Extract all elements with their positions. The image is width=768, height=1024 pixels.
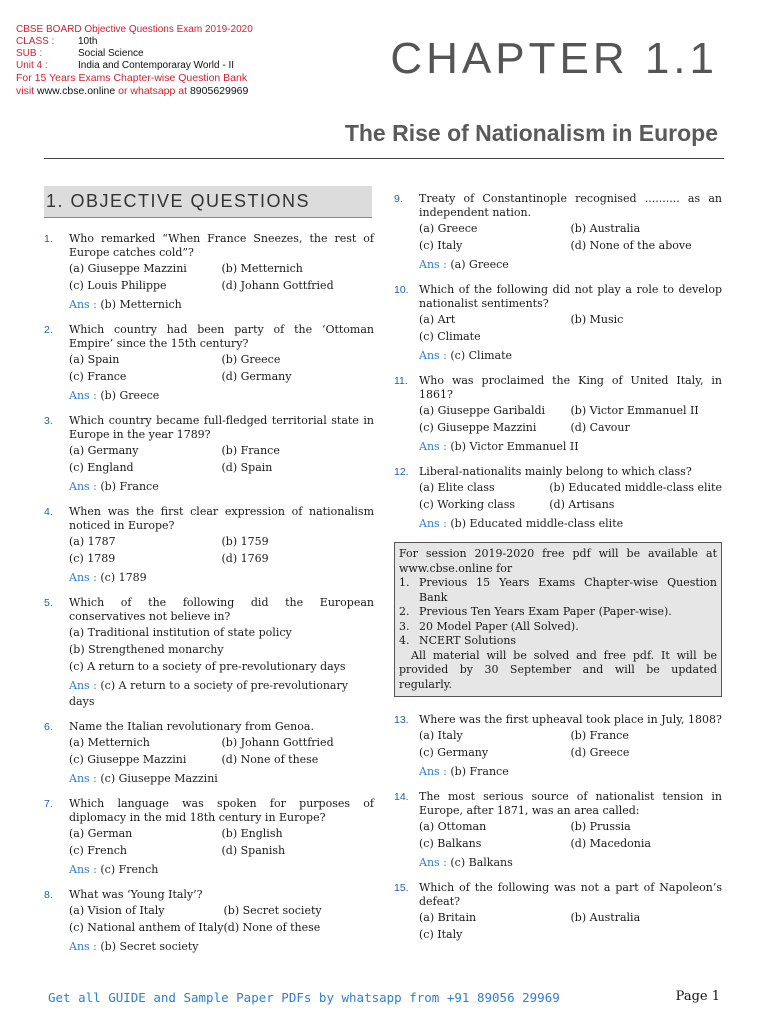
option-item: (b) France: [221, 444, 280, 457]
answer-label: Ans :: [69, 571, 97, 584]
answer-value: (c) Balkans: [450, 856, 513, 869]
option-item: (d) Germany: [221, 370, 292, 383]
info-item: [399, 634, 717, 649]
option-item: (c) Germany: [419, 746, 489, 759]
option-item: (c) England: [69, 461, 134, 474]
answer-value: (b) Secret society: [100, 940, 199, 953]
answer-line: [69, 862, 374, 878]
option-item: (c) French: [69, 844, 127, 857]
options-grid: [419, 402, 722, 436]
info-intro: For session 2019-2020 free pdf will be available at www.cbse.online for: [399, 547, 717, 575]
subject-value: Social Science: [78, 48, 144, 59]
answer-value: (b) Victor Emmanuel II: [450, 440, 579, 453]
option-item: (d) None of these: [223, 921, 321, 934]
option-item: (a) 1787: [69, 535, 116, 548]
option-item: (a) Art: [419, 313, 456, 326]
question-number: 5.: [44, 597, 53, 609]
answer-label: Ans :: [419, 258, 447, 271]
visit-or: or whatsapp at: [118, 85, 188, 97]
board-line: CBSE BOARD Objective Questions Exam 2019-2020: [16, 24, 253, 35]
answer-label: Ans :: [69, 389, 97, 402]
question-number: 7.: [44, 798, 53, 810]
answer-line: [69, 939, 374, 955]
question-text: Which language was spoken for purposes of diplomacy in the mid 18th century in Europe?: [69, 797, 374, 824]
unit-label: Unit 4 :: [16, 60, 48, 71]
answer-value: (a) Greece: [450, 258, 509, 271]
left-column: [44, 232, 374, 965]
question-number: 14.: [394, 791, 409, 803]
answer-label: Ans :: [69, 940, 97, 953]
info-box: [394, 542, 722, 697]
option-item: (b) Greece: [221, 353, 281, 366]
question-number: 13.: [394, 714, 409, 726]
question-number: 1.: [44, 233, 53, 245]
option-item: (a) Italy: [419, 729, 463, 742]
options-grid: [419, 479, 722, 513]
option-item: (b) Victor Emmanuel II: [570, 404, 699, 417]
answer-label: Ans :: [419, 517, 447, 530]
answer-value: (b) France: [100, 480, 159, 493]
answer-label: Ans :: [69, 679, 97, 692]
answer-line: [69, 297, 374, 313]
right-column: [394, 192, 722, 953]
chapter-heading: CHAPTER 1.1: [390, 34, 718, 83]
answer-label: Ans :: [419, 440, 447, 453]
question-text: When was the first clear expression of nationalism noticed in Europe?: [69, 505, 374, 532]
option-item: (a) Ottoman: [419, 820, 487, 833]
option-item: (d) None of these: [221, 753, 319, 766]
option-item: (d) None of the above: [570, 239, 692, 252]
visit-site-link[interactable]: www.cbse.online: [37, 85, 116, 97]
answer-label: Ans :: [69, 298, 97, 311]
answer-value: (b) Metternich: [100, 298, 182, 311]
option-item: (a) Spain: [69, 353, 120, 366]
question-item: [394, 790, 722, 871]
options-grid: [69, 825, 374, 859]
option-item: (d) Greece: [570, 746, 630, 759]
footer-promo[interactable]: Get all GUIDE and Sample Paper PDFs by whatsapp from +91 89056 29969: [48, 990, 560, 1005]
question-item: [394, 713, 722, 780]
section-heading: 1. OBJECTIVE QUESTIONS: [44, 186, 372, 218]
question-item: [44, 505, 374, 586]
option-item: (b) France: [570, 729, 629, 742]
option-item: (c) Giuseppe Mazzini: [419, 421, 537, 434]
question-item: [394, 283, 722, 364]
answer-value: (b) Educated middle-class elite: [450, 517, 624, 530]
option-item: (b) Strengthened monarchy: [69, 643, 224, 656]
option-item: (a) Vision of Italy: [69, 904, 165, 917]
answer-label: Ans :: [419, 856, 447, 869]
answer-line: [419, 516, 722, 532]
options-grid: [69, 351, 374, 385]
answer-value: (c) Climate: [450, 349, 513, 362]
option-item: (a) Elite class: [419, 481, 495, 494]
right-questions-a: [394, 192, 722, 532]
answer-line: [69, 570, 374, 586]
option-item: (b) Metternich: [221, 262, 303, 275]
options-grid: [69, 734, 374, 768]
options-grid: [419, 311, 722, 345]
class-label: CLASS :: [16, 36, 55, 47]
question-text: Treaty of Constantinople recognised .......... as an independent nation.: [419, 192, 722, 219]
options-grid: [419, 727, 722, 761]
info-item-text: 20 Model Paper (All Solved).: [419, 619, 579, 633]
promo-line: For 15 Years Exams Chapter-wise Question Bank: [16, 72, 248, 84]
question-text: Which country had been party of the ‘Ottoman Empire’ since the 15th century?: [69, 323, 374, 350]
option-item: (a) Britain: [419, 911, 477, 924]
answer-line: [69, 771, 374, 787]
answer-label: Ans :: [69, 772, 97, 785]
question-text: What was ‘Young Italy’?: [69, 888, 203, 901]
answer-label: Ans :: [419, 349, 447, 362]
options-grid: [419, 909, 722, 943]
answer-value: (b) France: [450, 765, 509, 778]
option-item: (c) A return to a society of pre-revolutionary days: [69, 660, 346, 673]
class-value: 10th: [78, 36, 98, 47]
question-item: [44, 797, 374, 878]
option-item: (b) Australia: [570, 911, 641, 924]
question-text: Which of the following was not a part of Napoleon’s defeat?: [419, 881, 722, 908]
answer-value: (c) 1789: [100, 571, 147, 584]
answer-label: Ans :: [419, 765, 447, 778]
option-item: (a) Giuseppe Mazzini: [69, 262, 187, 275]
info-outro: All material will be solved and free pdf. It will be provided by 30 September and will be updated regularly.: [399, 648, 717, 691]
info-item-text: Previous Ten Years Exam Paper (Paper-wise).: [419, 605, 672, 618]
answer-line: [419, 257, 722, 273]
option-item: (b) Johann Gottfried: [221, 736, 334, 749]
question-item: [44, 888, 374, 955]
question-item: [44, 323, 374, 404]
visit-line: [16, 85, 253, 98]
option-item: (d) Artisans: [549, 498, 615, 511]
options-grid: [69, 260, 374, 294]
answer-value: (b) Greece: [100, 389, 160, 402]
option-item: (d) Spain: [221, 461, 273, 474]
answer-line: [419, 348, 722, 364]
option-item: (d) Cavour: [570, 421, 630, 434]
info-item: [399, 620, 717, 635]
info-item-text: NCERT Solutions: [419, 634, 517, 647]
answer-label: Ans :: [69, 480, 97, 493]
question-number: 11.: [394, 375, 408, 387]
option-item: (a) Metternich: [69, 736, 150, 749]
options-grid: [69, 442, 374, 476]
option-item: (d) Spanish: [221, 844, 286, 857]
option-item: (b) Secret society: [223, 904, 322, 917]
option-item: (c) Italy: [419, 239, 463, 252]
info-item-number: 4.: [399, 634, 410, 647]
options-grid: [419, 818, 722, 852]
question-text: The most serious source of nationalist tension in Europe, after 1871, was an area called:: [419, 790, 722, 817]
question-number: 3.: [44, 415, 53, 427]
info-item: [399, 605, 717, 620]
option-item: (a) Giuseppe Garibaldi: [419, 404, 546, 417]
question-text: Who remarked “When France Sneezes, the rest of Europe catches cold”?: [69, 232, 374, 259]
answer-value: (c) French: [100, 863, 159, 876]
answer-value: (c) Giuseppe Mazzini: [100, 772, 218, 785]
option-item: (c) 1789: [69, 552, 116, 565]
title-divider: [44, 158, 724, 159]
info-item-text: Previous 15 Years Exams Chapter-wise Question Bank: [419, 576, 717, 604]
question-text: Which country became full-fledged territorial state in Europe in the year 1789?: [69, 414, 374, 441]
answer-line: [69, 479, 374, 495]
subject-label: SUB :: [16, 48, 43, 59]
question-number: 12.: [394, 466, 409, 478]
option-item: (a) German: [69, 827, 133, 840]
option-item: (c) Balkans: [419, 837, 482, 850]
option-item: (c) Working class: [419, 498, 516, 511]
question-number: 8.: [44, 889, 53, 901]
question-text: Who was proclaimed the King of United Italy, in 1861?: [419, 374, 722, 401]
question-number: 10.: [394, 284, 409, 296]
question-item: [394, 374, 722, 455]
page-number: Page 1: [675, 989, 720, 1004]
answer-line: [419, 855, 722, 871]
question-item: [44, 232, 374, 313]
question-number: 15.: [394, 882, 409, 894]
question-number: 4.: [44, 506, 53, 518]
option-item: (b) English: [221, 827, 283, 840]
class-row: [16, 36, 253, 48]
answer-line: [69, 388, 374, 404]
option-item: (a) Greece: [419, 222, 478, 235]
question-text: Liberal-nationalits mainly belong to which class?: [419, 465, 692, 478]
unit-value: India and Contemporaray World - II: [78, 60, 235, 71]
option-item: (c) National anthem of Italy: [69, 921, 224, 934]
option-item: (d) 1769: [221, 552, 269, 565]
info-item-number: 3.: [399, 619, 410, 633]
unit-row: [16, 60, 253, 72]
answer-line: [419, 764, 722, 780]
info-item-number: 1.: [399, 576, 410, 589]
option-item: (a) Germany: [69, 444, 139, 457]
options-grid: [419, 220, 722, 254]
question-text: Where was the first upheaval took place in July, 1808?: [419, 713, 722, 726]
option-item: (d) Johann Gottfried: [221, 279, 334, 292]
options-grid: [69, 533, 374, 567]
question-item: [394, 465, 722, 532]
question-text: Which of the following did not play a role to develop nationalist sentiments?: [419, 283, 722, 310]
option-item: (b) Australia: [570, 222, 641, 235]
chapter-title: The Rise of Nationalism in Europe: [344, 120, 718, 146]
visit-phone: 8905629969: [189, 85, 249, 97]
option-item: (c) Giuseppe Mazzini: [69, 753, 187, 766]
question-number: 9.: [394, 193, 403, 205]
option-item: (c) France: [69, 370, 127, 383]
answer-line: [419, 439, 722, 455]
question-text: Name the Italian revolutionary from Genoa.: [69, 720, 314, 733]
right-questions-b: [394, 713, 722, 943]
visit-text: visit: [16, 85, 35, 97]
question-text: Which of the following did the European conservatives not believe in?: [69, 596, 374, 623]
question-number: 2.: [44, 324, 53, 336]
option-item: (b) Educated middle-class elite: [549, 481, 722, 494]
option-item: (b) Prussia: [570, 820, 631, 833]
subject-row: [16, 48, 253, 60]
option-item: (b) Music: [570, 313, 624, 326]
question-item: [394, 192, 722, 273]
options-grid: [69, 624, 374, 675]
options-grid: [69, 902, 374, 936]
question-number: 6.: [44, 721, 53, 733]
option-item: (d) Macedonia: [570, 837, 651, 850]
option-item: (c) Louis Philippe: [69, 279, 167, 292]
info-item: [399, 576, 717, 605]
option-item: (b) 1759: [221, 535, 269, 548]
info-item-number: 2.: [399, 605, 410, 618]
answer-line: [69, 678, 374, 710]
question-item: [44, 596, 374, 710]
option-item: (c) Italy: [419, 928, 463, 941]
question-item: [44, 720, 374, 787]
option-item: (c) Climate: [419, 330, 481, 343]
answer-label: Ans :: [69, 863, 97, 876]
answer-value: (c) A return to a society of pre-revolutionary days: [69, 679, 348, 708]
question-item: [394, 881, 722, 943]
header-info: [16, 24, 253, 98]
question-item: [44, 414, 374, 495]
option-item: (a) Traditional institution of state policy: [69, 626, 292, 639]
